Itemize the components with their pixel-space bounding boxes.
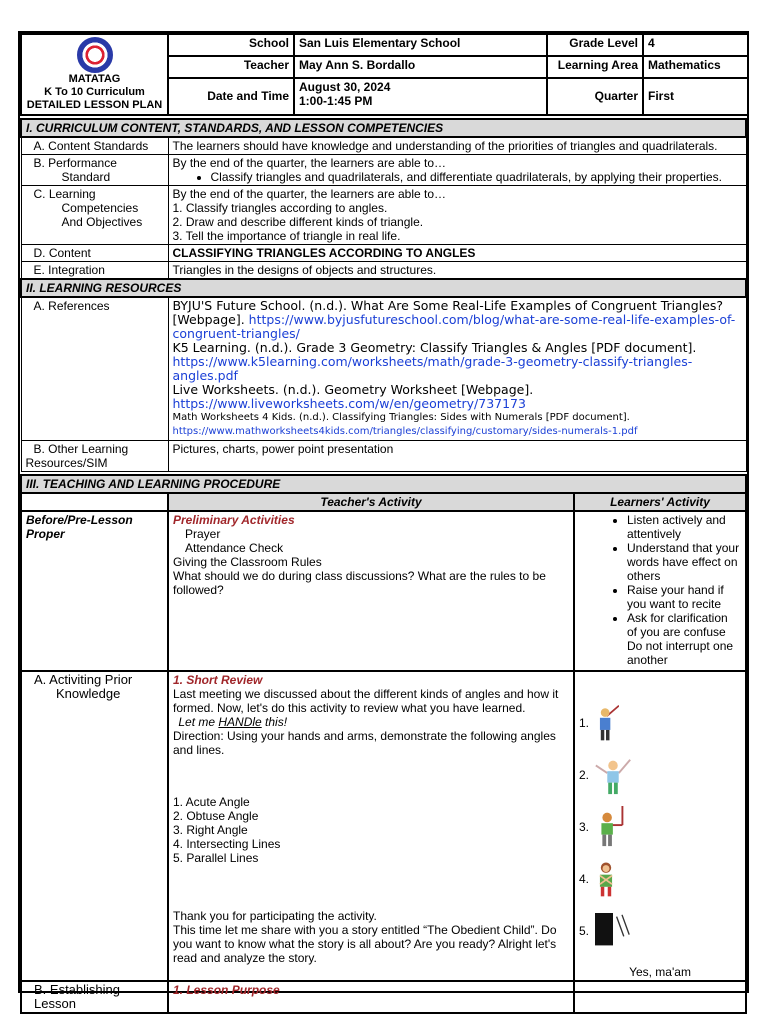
list-item: • Understand that your words have effect on others bbox=[627, 541, 741, 583]
school-value: San Luis Elementary School bbox=[294, 34, 547, 56]
other-resources-text: Pictures, charts, power point presentation bbox=[168, 441, 746, 472]
references-label: A. References bbox=[21, 297, 168, 441]
performance-standard-label: B. Performance Standard bbox=[21, 155, 168, 186]
date-label: Date and Time bbox=[168, 78, 294, 115]
preliminary-activities: Preliminary Activities Prayer Attendance Check Giving the Classroom Rules What should we do during class discussions? What are the rules to be followed? bbox=[168, 511, 574, 671]
grade-value: 4 bbox=[643, 34, 748, 56]
curriculum-label: K To 10 Curriculum bbox=[44, 86, 145, 98]
list-item: • Ask for clarification of you are confuse bbox=[627, 611, 741, 639]
teacher-activity-header: Teacher's Activity bbox=[168, 493, 574, 511]
other-resources-label: B. Other Learning Resources/SIM bbox=[21, 441, 168, 472]
section-2-title: II. LEARNING RESOURCES bbox=[21, 279, 746, 297]
list-item: 3. Tell the importance of triangle in real life. bbox=[172, 229, 401, 243]
list-item: 3. Right Angle bbox=[173, 823, 248, 837]
quarter-label: Quarter bbox=[547, 78, 643, 115]
reference-link[interactable]: https://www.k5learning.com/worksheets/math/grade-3-geometry-classify-triangles-angles.pdf bbox=[172, 354, 693, 383]
reference-link[interactable]: https://www.mathworksheets4kids.com/triangles/classifying/customary/sides-numerals-1.pdf bbox=[172, 426, 638, 437]
area-label: Learning Area bbox=[547, 56, 643, 78]
learner-response: Yes, ma'am bbox=[629, 965, 691, 979]
list-item: 4. Intersecting Lines bbox=[173, 837, 281, 851]
lesson-purpose: 1. Lesson Purpose bbox=[168, 981, 574, 1013]
learner-rules: • Listen actively and attentively • Understand that your words have effect on others • Raise your hand if you want to recite • Ask for clarification of you are confuse Do not interrupt one another bbox=[574, 511, 746, 671]
lesson-plan-page bbox=[18, 31, 749, 1011]
teacher-label: Teacher bbox=[168, 56, 294, 78]
reference-link[interactable]: https://www.byjusfutureschool.com/blog/what-are-some-real-life-examples-of-congruent-triangles/ bbox=[172, 312, 736, 341]
integration-text: Triangles in the designs of objects and structures. bbox=[168, 262, 746, 280]
establishing-lesson-label: B. Establishing Lesson bbox=[21, 981, 168, 1013]
reference-link[interactable]: https://www.liveworksheets.com/w/en/geometry/737173 bbox=[172, 396, 526, 411]
performance-standard-text: By the end of the quarter, the learners are able to… • Classify triangles and quadrilaterals, and differentiate quadrilaterals, by applying their properties. bbox=[168, 155, 746, 186]
teacher-value: May Ann S. Bordallo bbox=[294, 56, 547, 78]
list-item: 5. Parallel Lines bbox=[173, 851, 259, 865]
prior-knowledge-label: A. Activiting Prior Knowledge bbox=[21, 671, 168, 981]
content-text: CLASSIFYING TRIANGLES ACCORDING TO ANGLES bbox=[168, 245, 746, 262]
area-value: Mathematics bbox=[643, 56, 748, 78]
list-item: 2. Draw and describe different kinds of triangle. bbox=[172, 215, 424, 229]
figure-obtuse-angle: 2. bbox=[579, 749, 741, 801]
child-right-angle-icon bbox=[593, 806, 627, 848]
deped-seal-icon bbox=[77, 37, 113, 73]
figure-right-angle: 3. bbox=[579, 801, 741, 853]
child-arms-open-icon bbox=[593, 754, 633, 796]
list-item: 2. Obtuse Angle bbox=[173, 809, 259, 823]
date-value: August 30, 2024 1:00-1:45 PM bbox=[294, 78, 547, 115]
list-item: • Raise your hand if you want to recite bbox=[627, 583, 741, 611]
content-standards-text: The learners should have knowledge and understanding of the priorities of triangles and quadrilaterals. bbox=[168, 137, 746, 155]
grade-label: Grade Level bbox=[547, 34, 643, 56]
figure-acute-angle: 1. bbox=[579, 697, 741, 749]
short-review: 1. Short Review Last meeting we discussed about the different kinds of angles and how it formed. Now, let's do this activity to review what you have learned. Let me HANDle this! Direction: Using your hands and arms, demonstrate the following angles and lines. 1. Acute Angle 2. Obtuse Angle 3. Right Angle 4. Intersecting Lines 5. Parallel Lines Thank you for participating the activity. This time let me share with you a story entitled “The Obedient Child”. Do you want to know what the story is all about? Are you ready? Alright let's read and analyze the story. bbox=[168, 671, 574, 981]
gesture-figures bbox=[574, 671, 746, 981]
competencies-label: C. Learning Competencies And Objectives bbox=[21, 186, 168, 245]
learner-activity-header: Learners' Activity bbox=[574, 493, 746, 511]
matatag-label: MATATAG bbox=[68, 73, 121, 85]
plan-type-label: DETAILED LESSON PLAN bbox=[26, 99, 163, 111]
school-label: School bbox=[168, 34, 294, 56]
integration-label: E. Integration bbox=[21, 262, 168, 280]
child-pointing-icon bbox=[593, 702, 619, 744]
girl-crossed-arms-icon bbox=[593, 858, 619, 900]
list-item: • Listen actively and attentively bbox=[627, 513, 741, 541]
quarter-value: First bbox=[643, 78, 748, 115]
content-standards-label: A. Content Standards bbox=[21, 137, 168, 155]
figure-intersecting-lines: 4. bbox=[579, 853, 741, 905]
section-1-title: I. CURRICULUM CONTENT, STANDARDS, AND LESSON COMPETENCIES bbox=[21, 119, 746, 137]
parallel-arms-icon bbox=[593, 913, 633, 949]
figure-parallel-lines: 5. bbox=[579, 905, 741, 957]
list-item: 1. Classify triangles according to angles. bbox=[172, 201, 388, 215]
logo-cell bbox=[21, 34, 168, 115]
references-text: BYJU'S Future School. (n.d.). What Are Some Real-Life Examples of Congruent Triangles? [Webpage]. https://www.byjusfutureschool.com/blog/what-are-some-real-life-examples-of-congruent-triangles/ K5 Learning. (n.d.). Grade 3 Geometry: Classify Triangles & Angles [PDF document]. https://www.k5learning.com/worksheets/math/grade-3-geometry-classify-triangles-angles.pdf Live Worksheets. (n.d.). Geometry Worksheet [Webpage]. https://www.liveworksheets.com/w/en/geometry/737173 Math Worksheets 4 Kids. (n.d.). Classifying Triangles: Sides with Numerals [PDF document]. https://www.mathworksheets4kids.com/triangles/classifying/customary/sides-numerals-1.pdf bbox=[168, 297, 746, 441]
pre-lesson-label: Before/Pre-Lesson Proper bbox=[21, 511, 168, 671]
competencies-text: By the end of the quarter, the learners are able to… 1. Classify triangles according to angles. 2. Draw and describe different kinds of triangle. 3. Tell the importance of triangle in real life. bbox=[168, 186, 746, 245]
list-item: 1. Acute Angle bbox=[173, 795, 250, 809]
content-label: D. Content bbox=[21, 245, 168, 262]
section-3-title: III. TEACHING AND LEARNING PROCEDURE bbox=[21, 475, 746, 493]
